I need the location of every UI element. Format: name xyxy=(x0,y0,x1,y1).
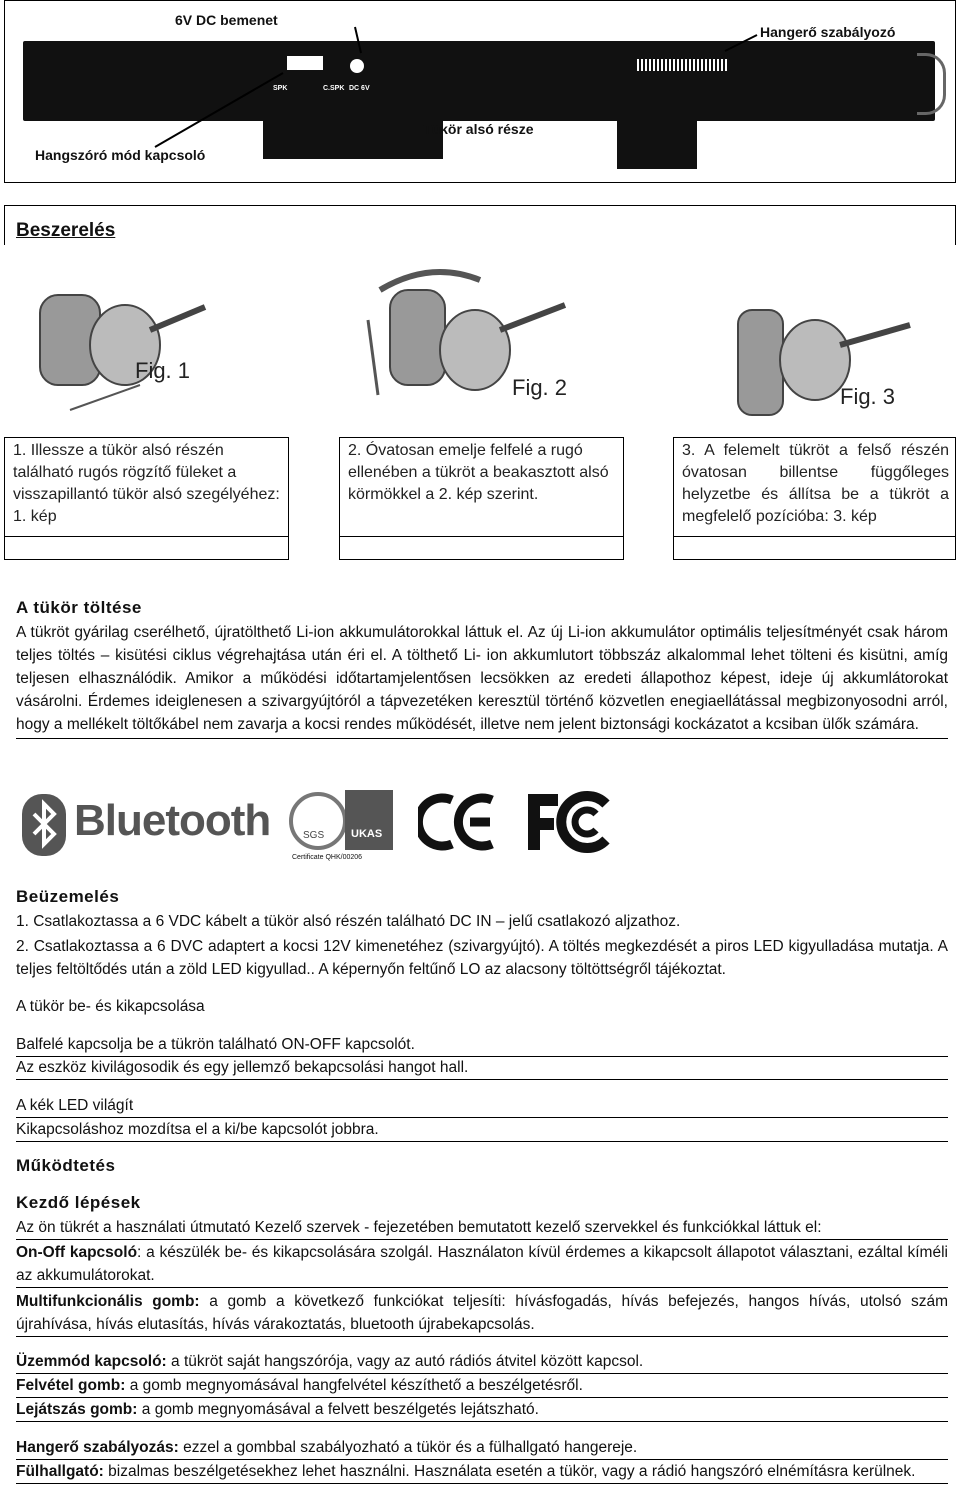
fig-1-image xyxy=(30,285,220,415)
speaker-switch-label: Hangszóró mód kapcsoló xyxy=(35,147,206,163)
bluetooth-icon xyxy=(20,792,70,858)
diagram-arrows xyxy=(5,1,957,184)
item-onoff-sep: : xyxy=(137,1244,147,1261)
led-line-2: Kikapcsoláshoz mozdítsa el a ki/be kapcsolót jobbra. xyxy=(16,1119,948,1142)
item-record-term: Felvétel gomb: xyxy=(16,1377,126,1394)
item-onoff-term: On-Off kapcsoló xyxy=(16,1244,138,1261)
sgs-text: SGS xyxy=(303,830,325,841)
item-earphone xyxy=(16,1460,948,1484)
volume-control-label: Hangerő szabályozó xyxy=(760,24,896,40)
item-volume xyxy=(16,1436,948,1460)
item-record xyxy=(16,1374,948,1398)
item-mode-switch-text: a tükröt saját hangszórója, vagy az autó rádiós átvitel között kapcsol. xyxy=(171,1353,644,1370)
startup-step-1: 1. Csatlakoztassa a 6 VDC kábelt a tükör alsó részén található DC IN – jelű csatlakozó aljzathoz. xyxy=(16,913,681,930)
startup-title: Beüzemelés xyxy=(16,887,120,906)
dc-input-label: 6V DC bemenet xyxy=(175,12,278,28)
item-multifunction-term: Multifunkcionális gomb: xyxy=(16,1293,200,1310)
cspk-label: C.SPK xyxy=(323,85,345,92)
item-playback-text: a gomb megnyomásával a felvett beszélgetés lejátszható. xyxy=(141,1401,539,1418)
item-multifunction-sep xyxy=(200,1293,210,1310)
item-earphone-term: Fülhallgató: xyxy=(16,1463,104,1480)
mirror-bottom-label: Tükör alsó része xyxy=(423,121,534,137)
charging-body: A tükröt gyárilag cserélhető, újratölthető Li-ion akkumulátorokkal láttuk el. Az új Li-ion akkumulátor optimális teljesítményét csak három teljes töltés – kisütési ciklus végrehajtása után éri el. A tölthető Li- ion akkumlutort többszáz alkalommal lehet tölteni és kisütni, amíg teljesen elhasználódik. Amikor a működési időtartamjelentősen lecsökken az eredeti állapothoz képest, ideje új akkumlátorokat vásárolni. Érdemes ideiglenesen a szivargyújtóról a tápvezetéken keresztül történő közvetlen enegiaellátással megbizonyosodni arról, hogy a mellékelt töltőkábel nem zavarja a kocsi rendes működését, illetve nem jelent biztonsági kockázatot a kcsiban ülők számára. xyxy=(16,621,948,739)
item-playback xyxy=(16,1398,948,1422)
fcc-mark-icon xyxy=(524,790,614,854)
item-earphone-text: bizalmas beszélgetésekhez lehet használni. Használata esetén a tükör, vagy a rádió hangszóró elnémításra kerülnek. xyxy=(108,1463,916,1480)
item-mode-switch xyxy=(16,1350,948,1374)
certificate-text: Certificate QHK/00206 xyxy=(292,854,363,861)
ce-logo xyxy=(418,792,498,852)
install-step-1: 1. Illessze a tükör alsó részén található rugós rögzítő füleket a visszapillantó tükör alsó szegélyéhez: 1. kép xyxy=(4,437,289,537)
ce-mark-icon xyxy=(418,792,498,852)
item-playback-term: Lejátszás gomb: xyxy=(16,1401,138,1418)
item-volume-text: ezzel a gombbal szabályozható a tükör és a fülhallgató hangereje. xyxy=(183,1439,638,1456)
bluetooth-wordmark: Bluetooth xyxy=(74,796,271,845)
install-title-box xyxy=(4,205,956,245)
item-onoff xyxy=(16,1241,948,1288)
dc6v-label: DC 6V xyxy=(349,85,370,92)
onoff-title: A tükör be- és kikapcsolása xyxy=(16,998,205,1015)
item-volume-term: Hangerő szabályozás: xyxy=(16,1439,179,1456)
charging-title: A tükör töltése xyxy=(16,598,142,617)
spk-label: SPK xyxy=(273,85,288,92)
install-step-3: 3. A felemelt tükröt a felső részén óvatosan billentse függőleges helyzetbe és állítsa be a tükröt a megfelelő pozícióba: 3. kép xyxy=(673,437,956,537)
startup-step-2: 2. Csatlakoztassa a 6 DVC adaptert a kocsi 12V kimenetéhez (szivargyújtó). A töltés megkezdését a piros LED kigyulladása mutatja. A teljes feltöltődés után a zöld LED kigyullad.. A képernyőn feltűnő LO az alacsony töltöttségről tájékoztat. xyxy=(16,938,948,978)
item-multifunction-text: a gomb a következő funkciókat teljesíti: hívásfogadás, hívás befejezés, hangos hívás, utolsó szám újrahívása, hívás elutasítás, hívás várakoztatás, bluetooth újrabekapcsolás. xyxy=(16,1293,948,1333)
item-record-text: a gomb megnyomásával hangfelvétel készíthető a beszélgetésről. xyxy=(129,1377,583,1394)
led-line-1: A kék LED világít xyxy=(16,1095,948,1118)
onoff-line-2: Az eszköz kivilágosodik és egy jellemző bekapcsolási hangot hall. xyxy=(16,1057,948,1080)
fcc-logo xyxy=(524,790,614,854)
operation-title: Működtetés xyxy=(16,1156,116,1175)
fig-1-label: Fig. 1 xyxy=(135,358,191,383)
item-mode-switch-term: Üzemmód kapcsoló: xyxy=(16,1353,167,1370)
ukas-text: UKAS xyxy=(351,828,383,840)
operation-intro: Az ön tükrét a használati útmutató Kezelő szervek - fejezetében bemutatott kezelő szervekkel és funkciókkal láttuk el: xyxy=(16,1217,948,1240)
fig-3-label: Fig. 3 xyxy=(840,384,896,409)
ukas-logo xyxy=(345,790,393,850)
fig-2-label: Fig. 2 xyxy=(512,375,568,400)
install-step-2-footer xyxy=(339,537,624,560)
install-step-2: 2. Óvatosan emelje felfelé a rugó ellenében a tükröt a beakasztott alsó körmökkel a 2. kép szerint. xyxy=(339,437,624,537)
install-step-3-footer xyxy=(673,537,956,560)
first-steps-title: Kezdő lépések xyxy=(16,1193,141,1212)
device-diagram xyxy=(4,0,956,183)
onoff-line-1: Balfelé kapcsolja be a tükrön található ON-OFF kapcsolót. xyxy=(16,1034,948,1057)
item-onoff-text: a készülék be- és kikapcsolására szolgál. Használaton kívül érdemes a kikapcsolt állapotot választani, ezáltal kíméli az akkumulátorokat. xyxy=(16,1244,948,1284)
install-title: Beszerelés xyxy=(16,220,116,241)
item-multifunction xyxy=(16,1290,948,1337)
install-step-1-footer xyxy=(4,537,289,560)
bluetooth-logo xyxy=(20,790,270,860)
